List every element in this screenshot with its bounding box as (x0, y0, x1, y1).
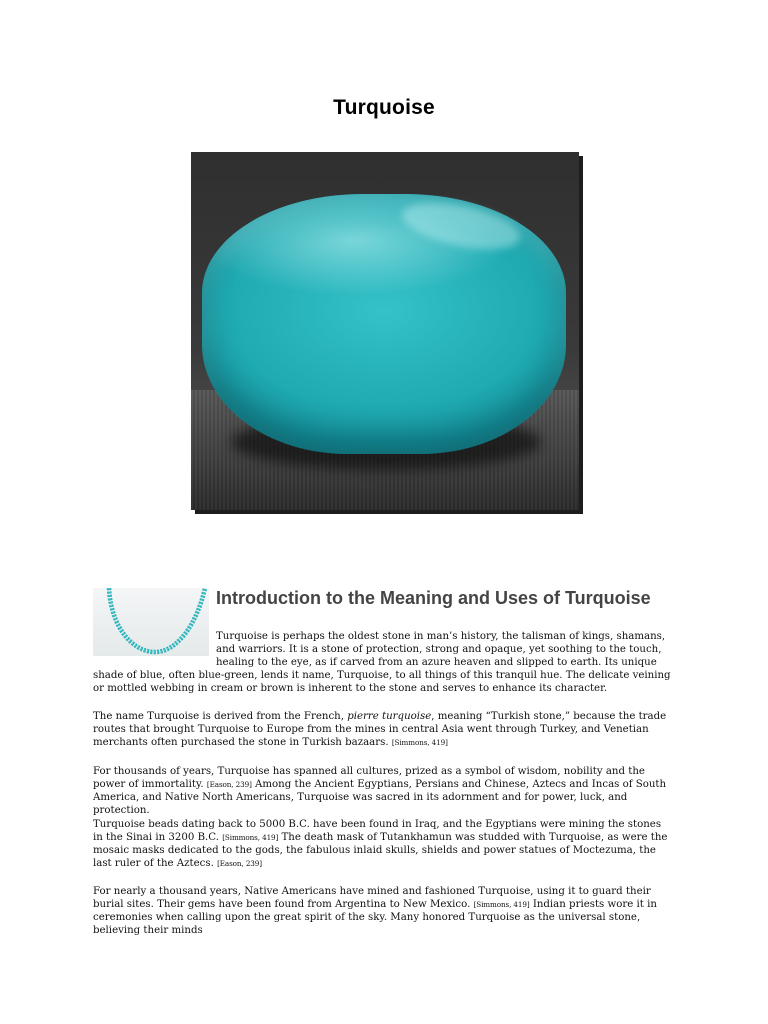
citation: [Simmons, 419] (473, 899, 530, 909)
paragraph-5-text-b: Indian priests wore it in ceremonies when calling upon the great spirit of the sky. Many honored Turquoise as the universal stone, believing their minds (93, 898, 657, 936)
citation: [Eason, 239] (217, 858, 262, 868)
paragraph-1-text: Turquoise is perhaps the oldest stone in man’s history, the talisman of kings, shamans, and warriors. It is a stone of protection, strong and opaque, yet soothing to the touch, healing to the eye, as if carved from an azure heaven and slipped to earth. Its unique shade of blue, often blue-green, lends it name, Turquoise, to all things of this tranquil hue. The delicate veining or mottled webbing in cream or brown is inherent to the stone and serves to enhance its character. (93, 631, 671, 694)
citation: [Eason, 239] (206, 779, 252, 789)
paragraph-2-italic: pierre turquoise (347, 711, 432, 722)
paragraph-3-text-a: For thousands of years, Turquoise has spanned all cultures, prized as a symbol of wisdom, nobility and the power of immortality. (93, 766, 645, 790)
paragraph-3-text-b: Among the Ancient Egyptians, Persians and Chinese, Aztecs and Incas of South America, and Native North Americans, Turquoise was sacred in its adornment and for power, luck, and protection. (93, 778, 667, 816)
paragraph-5 (93, 886, 673, 938)
paragraph-4 (93, 819, 673, 871)
paragraph-4-text-a: Turquoise beads dating back to 5000 B.C. have been found in Iraq, and the Egyptians were mining the stones in the Sinai in 3200 B.C. (93, 819, 662, 843)
paragraph-2-text-a: The name Turquoise is derived from the French, (93, 711, 348, 722)
paragraph-5-text-a: For nearly a thousand years, Native Americans have mined and fashioned Turquoise, using it to guard their burial sites. Their gems have been found from Argentina to New Mexico. (93, 886, 651, 910)
paragraph-4-text-b: The death mask of Tutankhamun was studded with Turquoise, as were the mosaic masks dedicated to the gods, the fabulous inlaid skulls, shields and power statues of Moctezuma, the last ruler of the Aztecs. (93, 831, 668, 869)
citation: [Simmons, 419] (391, 737, 448, 747)
paragraph-1 (93, 631, 673, 696)
paragraph-3 (93, 766, 673, 818)
hero-image (191, 152, 579, 510)
page-title: Turquoise (333, 96, 435, 119)
citation: [Simmons, 419] (222, 832, 279, 842)
section-heading: Introduction to the Meaning and Uses of Turquoise (216, 588, 651, 608)
paragraph-2-text-b: , meaning “Turkish stone,” because the trade routes that brought Turquoise to Europe from the mines in central Asia went through Turkey, and Venetian merchants often purchased the stone in Turkish bazaars. (93, 711, 667, 748)
paragraph-2 (93, 711, 673, 750)
